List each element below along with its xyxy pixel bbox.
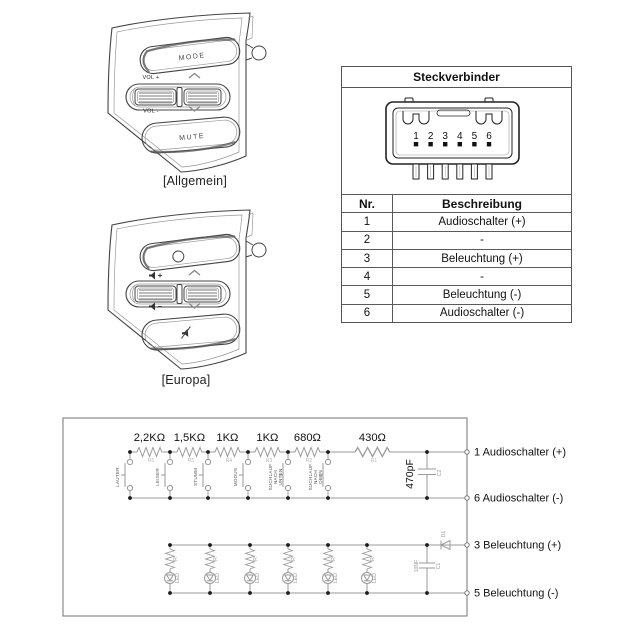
svg-text:SUCHLAUFNACHOBEN: SUCHLAUFNACHOBEN [308,463,323,491]
connector-panel-title: Steckverbinder [342,67,571,88]
svg-text:R6: R6 [147,458,155,464]
pin-desc: - [393,231,572,249]
col-header-nr: Nr. [342,195,393,213]
caption-europa: [Europa] [161,373,211,387]
audio-top-rail [130,448,467,457]
svg-text:1KΩ: 1KΩ [216,432,239,444]
svg-text:R1: R1 [370,458,378,464]
svg-text:1,5KΩ: 1,5KΩ [173,432,206,444]
table-row [342,231,571,249]
svg-text:R2: R2 [305,458,313,464]
svg-text:6: 6 [486,131,492,142]
pin-nr: 3 [342,249,393,267]
svg-text:LAUTER: LAUTER [115,467,120,487]
pin-desc: Audioschalter (-) [393,304,572,322]
svg-text:LED: LED [175,572,181,584]
svg-text:1: 1 [413,131,419,142]
mode-button-label: MODE [178,52,206,63]
connector-pins [413,164,492,179]
volume-rocker-drawing [126,271,230,311]
svg-text:LED: LED [293,572,299,584]
mute-button-drawing [141,116,241,155]
table-row [342,268,571,286]
pin-nr: 6 [342,304,393,322]
svg-text:2: 2 [427,131,434,142]
grip-hatching [188,290,217,299]
svg-text:SUCHLAUFNACHUNTEN: SUCHLAUFNACHUNTEN [268,463,283,491]
terminals [465,447,566,600]
svg-text:LED: LED [372,572,378,584]
svg-text:STUMM: STUMM [193,467,198,487]
svg-text:LED: LED [255,572,261,584]
svg-text:2,2KΩ: 2,2KΩ [133,432,166,444]
pin-nr: 4 [342,268,393,286]
seek-up-icon [189,74,200,79]
volume-rocker-drawing [126,74,230,115]
steering-remote-europa-drawing [78,205,278,377]
vol-up-label: VOL + [142,75,160,81]
svg-text:MODUS: MODUS [233,467,238,487]
pin-nr: 5 [342,286,393,304]
svg-text:R: R [291,557,297,561]
table-row [342,286,571,304]
svg-text:R5: R5 [187,458,195,464]
svg-text:LED: LED [215,572,221,584]
col-header-beschreibung: Beschreibung [393,195,572,213]
svg-text:3: 3 [442,131,448,142]
circuit-schematic [55,410,623,636]
audio-capacitor-value: 470pF [404,459,416,489]
svg-text:R: R [331,557,337,561]
steering-remote-allgemein-drawing [78,8,278,180]
svg-text:430Ω: 430Ω [358,432,386,444]
grip-hatching [139,290,172,299]
svg-text:LEISER: LEISER [155,468,160,486]
resistor-values [134,432,386,444]
led-branch-labels [173,557,378,583]
led-branches [165,545,373,593]
mute-button-label: MUTE [178,132,206,143]
terminal-audio-plus: 1 Audioschalter (+) [474,446,567,459]
pin-nr: 1 [342,213,393,231]
vol-down-label: VOL - [143,108,159,115]
svg-text:5: 5 [471,131,478,142]
svg-text:4: 4 [457,131,463,142]
circuit-enclosure-box [63,418,467,616]
svg-text:R: R [213,557,219,561]
connector-panel [341,66,572,323]
diode-ref: D1 [441,530,447,538]
terminal-light-plus: 3 Beleuchtung (+) [474,539,562,552]
svg-text:LED: LED [333,572,339,584]
resistor-refs [148,458,378,464]
mode-button-drawing [139,233,242,272]
svg-text:R3: R3 [265,458,273,464]
volume-up-icon [149,272,162,280]
seek-up-icon [189,271,200,276]
pin-desc: Beleuchtung (-) [393,286,572,304]
audio-capacitor [418,452,436,498]
connector-pinout-drawing [342,88,573,194]
light-capacitor-ref: C1 [436,562,442,570]
pin-desc: Audioschalter (+) [393,213,572,231]
svg-text:1KΩ: 1KΩ [256,432,279,444]
grip-hatching [139,93,172,102]
svg-text:R: R [370,557,376,561]
mute-button-drawing [141,313,241,352]
pinout-table [342,194,571,322]
pinout-header-row [342,195,571,213]
mute-speaker-icon [180,327,191,339]
grip-hatching [188,93,217,102]
pin-nr: 2 [342,231,393,249]
table-row [342,213,571,231]
svg-text:R: R [173,557,179,561]
light-capacitor [419,545,435,593]
terminal-light-minus: 5 Beleuchtung (-) [474,587,559,600]
table-row [342,249,571,267]
svg-text:680Ω: 680Ω [293,432,321,444]
switch-labels [115,464,323,491]
caption-allgemein: [Allgemein] [162,174,228,188]
audio-capacitor-ref: C2 [437,469,443,477]
mode-circle-icon [172,250,184,262]
table-row [342,304,571,322]
terminal-audio-minus: 6 Audioschalter (-) [474,492,564,505]
svg-text:R4: R4 [225,458,233,464]
light-capacitor-value: 10NF [414,559,420,573]
svg-text:R: R [253,557,259,561]
mode-button-drawing [139,36,242,75]
pin-desc: Beleuchtung (+) [393,249,572,267]
pin-desc: - [393,268,572,286]
